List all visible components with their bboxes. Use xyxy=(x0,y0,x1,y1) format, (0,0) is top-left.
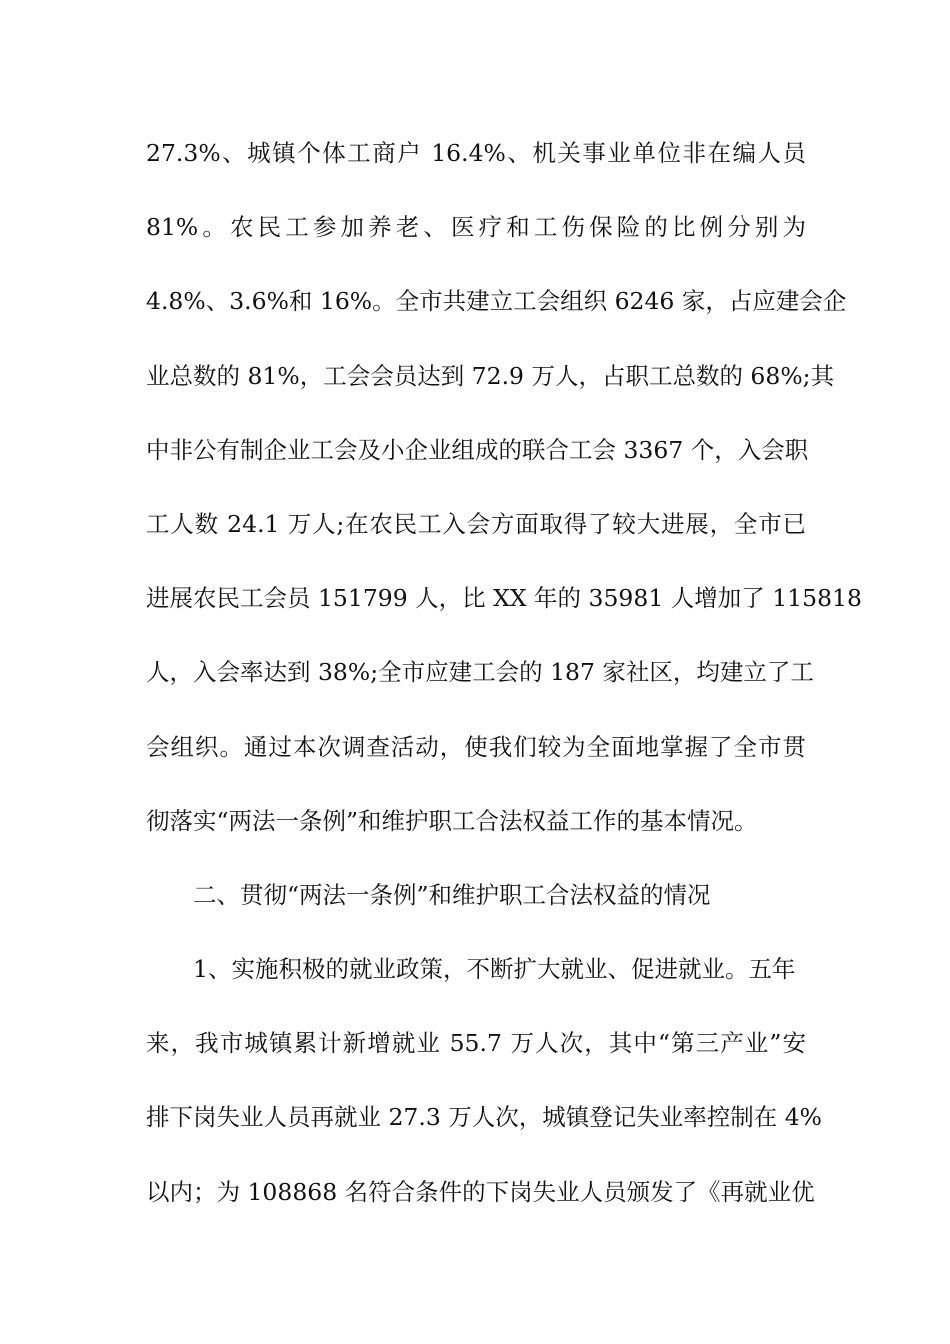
text-line: 1、实施积极的就业政策，不断扩大就业、促进就业。五年 xyxy=(193,955,796,984)
text-line: 来，我市城镇累计新增就业 55.7 万人次，其中“第三产业”安 xyxy=(146,1029,806,1058)
section-heading: 二、贯彻“两法一条例”和维护职工合法权益的情况 xyxy=(193,880,711,909)
text-line: 排下岗失业人员再就业 27.3 万人次，城镇登记失业率控制在 4% xyxy=(146,1103,823,1132)
text-line: 中非公有制企业工会及小企业组成的联合工会 3367 个，入会职 xyxy=(146,435,809,464)
text-line: 会组织。通过本次调查活动，使我们较为全面地掌握了全市贯 xyxy=(146,732,806,761)
text-line: 4.8%、3.6%和 16%。全市共建立工会组织 6246 家，占应建会企 xyxy=(146,287,847,316)
text-line: 业总数的 81%，工会会员达到 72.9 万人，占职工总数的 68%;其 xyxy=(146,361,835,390)
text-line: 工人数 24.1 万人;在农民工入会方面取得了较大进展，全市已 xyxy=(146,509,806,538)
text-line: 81%。农民工参加养老、医疗和工伤保险的比例分别为 xyxy=(146,213,806,242)
document-body xyxy=(146,128,862,1241)
text-line: 彻落实“两法一条例”和维护职工合法权益工作的基本情况。 xyxy=(146,806,758,835)
text-line: 27.3%、城镇个体工商户 16.4%、机关事业单位非在编人员 xyxy=(146,139,806,167)
text-line: 以内；为 108868 名符合条件的下岗失业人员颁发了《再就业优 xyxy=(146,1177,815,1206)
text-line: 进展农民工会员 151799 人，比 XX 年的 35981 人增加了 115818 xyxy=(146,584,862,613)
text-line: 人，入会率达到 38%;全市应建工会的 187 家社区，均建立了工 xyxy=(146,658,814,687)
